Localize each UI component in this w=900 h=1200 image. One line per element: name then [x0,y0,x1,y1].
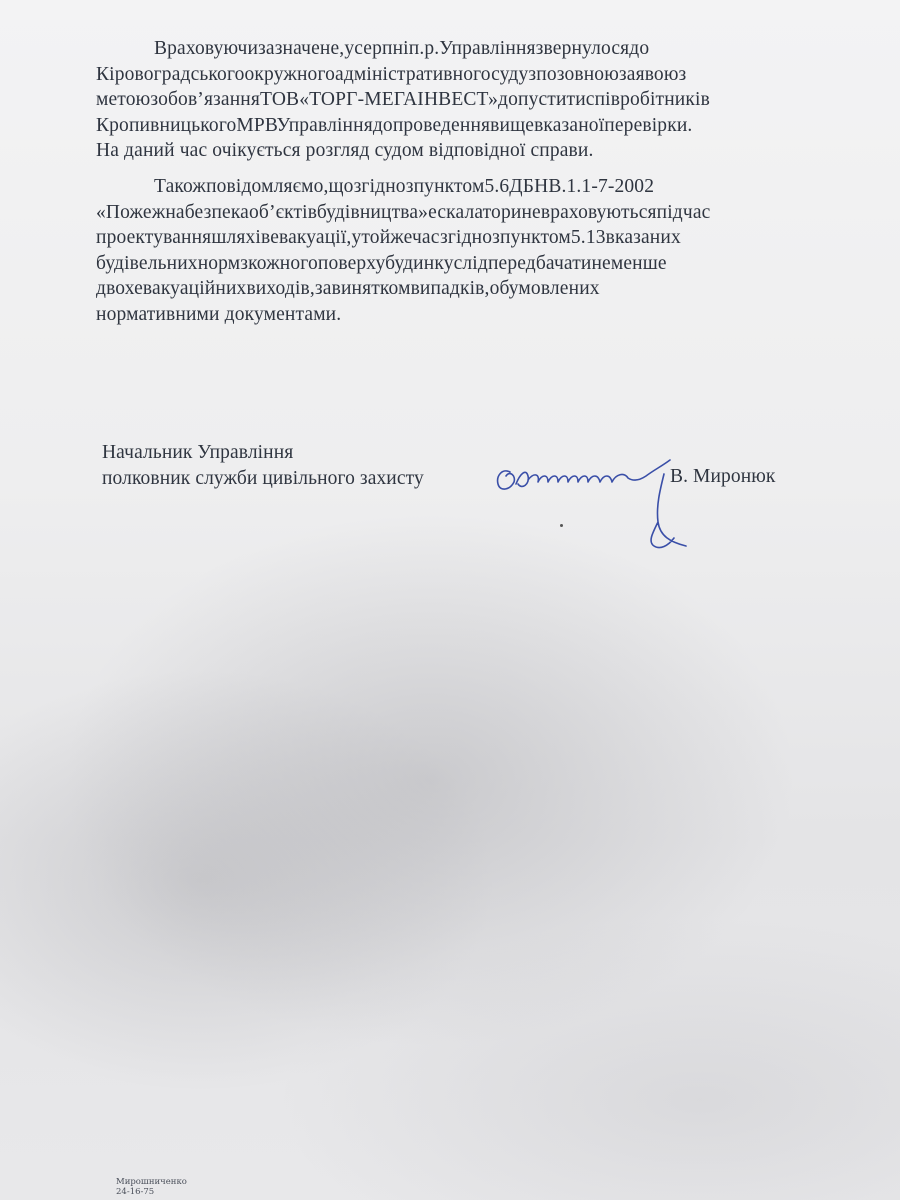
signatory-title: Начальник Управління [102,442,294,463]
word: до [629,38,650,59]
word: у [351,227,362,248]
word: Кропивницького [96,114,237,136]
word: у [344,38,355,59]
word: перевірки. [604,114,693,136]
word: безпека [184,201,249,223]
word: не [521,201,541,223]
word: співробітників [585,89,710,110]
paragraph-2-line-1 [96,174,862,200]
word: виходів, [246,278,315,299]
word: «ТОРГ-МЕГАІНВЕСТ» [299,89,499,110]
executor-phone: 24-16-75 [116,1187,155,1197]
word: той [361,227,391,248]
word: Управління [439,38,536,59]
paragraph-1-line-3 [96,87,862,113]
word: Кіровоградського [96,63,245,85]
word: будинку [385,252,454,274]
paragraph-2-line-5 [96,276,862,302]
word: з [492,227,501,248]
handwritten-signature [488,446,688,556]
word: з [678,63,687,85]
word: шляхів [211,227,271,248]
word: Також [154,176,207,197]
word: кожного [248,252,318,274]
word: винятком [331,278,411,299]
word: позовною [536,63,619,85]
word: зазначене, [258,38,345,59]
paragraph-2-line-2 [96,200,862,226]
word: евакуації, [270,227,352,248]
word: звернулося [535,38,630,59]
word: допустити [498,89,586,110]
word: вищевказаної [490,114,605,136]
letter-paragraph-2 [96,174,862,327]
word: за [314,278,332,299]
paragraph-1-line-5: На даний час очікується розгляд судом відповідної справи. [96,140,594,161]
word: з [528,63,537,85]
word: суду [491,63,529,85]
word: з [405,176,414,197]
word: час [411,227,441,248]
word: згідно [353,176,406,197]
word: поверху [317,252,386,274]
word: зобов’язання [150,89,261,110]
word: «Пожежна [96,201,185,223]
paragraph-2-line-6: нормативними документами. [96,303,342,325]
word: вказаних [605,227,681,248]
word: менше [610,252,667,274]
word: адміністративного [335,63,492,85]
word: що [328,176,354,197]
word: окружного [244,63,336,85]
executor-note [116,1177,187,1197]
word: двох [96,278,135,299]
word: евакуаційних [134,278,247,299]
letter-paragraph-1 [96,36,862,164]
signer-name: В. Миронюк [670,466,776,487]
word: згідно [440,227,493,248]
paragraph-2-line-3 [96,225,862,251]
word: з [240,252,249,274]
word: об’єктів [248,201,317,223]
word: обумовлених [489,278,600,299]
word: В.1.1-7-2002 [548,176,655,197]
ink-dot [560,524,563,527]
word: проектування [96,227,212,248]
word: 5.6 [484,176,510,197]
word: час [682,201,711,223]
signatory-rank: полковник служби цивільного захисту [102,468,424,489]
word: проведення [392,114,491,136]
word: будівельних [96,252,198,274]
paragraph-1-line-1 [96,36,862,62]
word: слід [453,252,488,274]
word: повідомляємо, [206,176,329,197]
word: випадків, [410,278,490,299]
word: норм [197,252,241,274]
word: до [372,114,393,136]
word: же [390,227,412,248]
word: 5.13 [570,227,606,248]
word: метою [96,89,151,110]
word: ескалатори [428,201,522,223]
executor-name: Мирошниченко [116,1177,187,1187]
word: Управління [276,114,373,136]
word: ТОВ [260,89,300,110]
word: не [591,252,611,274]
word: п.р. [408,38,440,59]
word: ДБН [509,176,549,197]
word: пунктом [500,227,571,248]
word: серпні [354,38,409,59]
paragraph-2-line-4 [96,251,862,277]
word: пунктом [413,176,485,197]
word: МРВ [236,114,277,136]
word: заявою [618,63,679,85]
paragraph-1-line-4 [96,113,862,139]
paragraph-1-line-2 [96,62,862,88]
word: Враховуючи [154,38,259,59]
word: враховуються [540,201,657,223]
word: передбачати [487,252,592,274]
signatory-position [102,440,424,492]
word: під [656,201,683,223]
word: будівництва» [316,201,429,223]
